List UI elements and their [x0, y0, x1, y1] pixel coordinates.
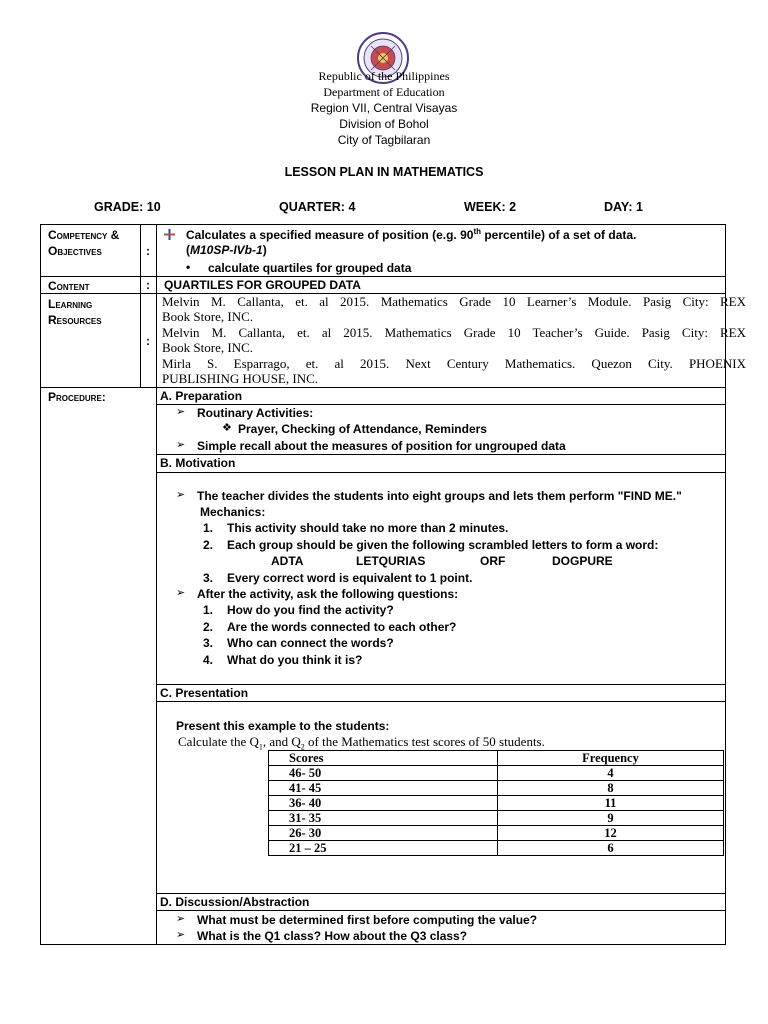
- learning-label: Learning: [48, 297, 93, 311]
- question-3: Who can connect the words?: [227, 636, 394, 650]
- department-line: Department of Education: [323, 85, 445, 99]
- week-label: WEEK: 2: [464, 200, 517, 214]
- list-number: 2.: [203, 538, 214, 552]
- frequency-header: Frequency: [498, 751, 724, 766]
- presentation-intro: Present this example to the students:: [176, 719, 390, 733]
- objective-bullet: •: [186, 260, 191, 274]
- score-cell: 21 – 25: [269, 841, 498, 856]
- frequency-cell: 8: [498, 781, 724, 796]
- frequency-cell: 6: [498, 841, 724, 856]
- pointer-bullet-icon: [163, 228, 176, 241]
- calculate-instruction: Calculate the $Q_1$, and $Q_2$ of the Mathematics test scores of 50 students.: [178, 734, 545, 752]
- presentation-heading: C. Presentation: [160, 686, 249, 700]
- reference-2-line1: Melvin M. Callanta, et. al 2015. Mathematics Grade 10 Teacher’s Guide. Pasig City: REX: [162, 325, 746, 340]
- arrow-bullet-icon: ➢: [176, 439, 186, 451]
- page-title: LESSON PLAN IN MATHEMATICS: [284, 165, 484, 179]
- question-1: How do you find the activity?: [227, 603, 394, 617]
- scrambled-word-2: LETQURIAS: [356, 554, 426, 568]
- list-number: 1.: [203, 521, 214, 535]
- objective-text: calculate quartiles for grouped data: [208, 261, 412, 275]
- arrow-bullet-icon: ➢: [176, 587, 186, 599]
- scrambled-word-1: ADTA: [271, 554, 304, 568]
- recall-text: Simple recall about the measures of position for ungrouped data: [197, 439, 566, 453]
- discussion-heading: D. Discussion/Abstraction: [160, 895, 310, 909]
- question-2: Are the words connected to each other?: [227, 620, 457, 634]
- routinary-text: Routinary Activities:: [197, 406, 314, 420]
- table-row: [269, 826, 724, 841]
- list-number: 3.: [203, 636, 214, 650]
- colon: :: [146, 334, 150, 348]
- scores-header: Scores: [269, 751, 498, 766]
- competency-text: Calculates a specified measure of position (e.g. 90th percentile) of a set of data.: [186, 227, 637, 242]
- table-row: [269, 796, 724, 811]
- diamond-bullet-icon: ❖: [222, 422, 232, 434]
- frequency-cell: 9: [498, 811, 724, 826]
- quarter-label: QUARTER: 4: [279, 200, 356, 214]
- mechanic-3: Every correct word is equivalent to 1 point.: [227, 571, 473, 585]
- competency-label: Competency &: [48, 228, 120, 242]
- frequency-cell: 11: [498, 796, 724, 811]
- competency-code: (M10SP-IVb-1): [186, 243, 267, 257]
- prayer-text: Prayer, Checking of Attendance, Reminders: [238, 422, 487, 436]
- motivation-intro: The teacher divides the students into eight groups and lets them perform "FIND ME.": [197, 489, 682, 503]
- reference-2-line2: Book Store, INC.: [162, 340, 253, 355]
- reference-1-line2: Book Store, INC.: [162, 309, 253, 324]
- content-text: QUARTILES FOR GROUPED DATA: [164, 278, 361, 292]
- question-4: What do you think it is?: [227, 653, 363, 667]
- colon: :: [146, 278, 150, 292]
- reference-1-line1: Melvin M. Callanta, et. al 2015. Mathematics Grade 10 Learner’s Module. Pasig City: REX: [162, 294, 746, 309]
- scrambled-word-4: DOGPURE: [552, 554, 613, 568]
- content-label: Content: [48, 279, 90, 293]
- mechanic-1: This activity should take no more than 2 minutes.: [227, 521, 509, 535]
- list-number: 1.: [203, 603, 214, 617]
- region-line: Region VII, Central Visayas: [310, 101, 458, 115]
- after-activity-text: After the activity, ask the following questions:: [197, 587, 459, 601]
- arrow-bullet-icon: ➢: [176, 913, 186, 925]
- arrow-bullet-icon: ➢: [176, 489, 186, 501]
- score-cell: 41- 45: [269, 781, 498, 796]
- motivation-heading: B. Motivation: [160, 456, 236, 470]
- scrambled-word-3: ORF: [480, 554, 506, 568]
- reference-3-line2: PUBLISHING HOUSE, INC.: [162, 371, 319, 386]
- reference-3-line1: Mirla S. Esparrago, et. al 2015. Next Century Mathematics. Quezon City. PHOENIX: [162, 356, 746, 371]
- preparation-heading: A. Preparation: [160, 389, 243, 403]
- mechanics-label: Mechanics:: [200, 505, 266, 519]
- score-cell: 46- 50: [269, 766, 498, 781]
- division-line: Division of Bohol: [339, 117, 429, 131]
- table-row: [269, 811, 724, 826]
- table-row: [269, 841, 724, 856]
- score-cell: 26- 30: [269, 826, 498, 841]
- procedure-label: Procedure:: [48, 390, 106, 404]
- score-cell: 31- 35: [269, 811, 498, 826]
- frequency-cell: 4: [498, 766, 724, 781]
- list-number: 4.: [203, 653, 214, 667]
- table-row: [269, 781, 724, 796]
- score-cell: 36- 40: [269, 796, 498, 811]
- arrow-bullet-icon: ➢: [176, 929, 186, 941]
- objectives-label: Objectives: [48, 244, 102, 258]
- colon: :: [146, 244, 150, 258]
- resources-label: Resources: [48, 313, 102, 327]
- table-row: [269, 766, 724, 781]
- frequency-cell: 12: [498, 826, 724, 841]
- day-label: DAY: 1: [604, 200, 643, 214]
- frequency-table: [268, 750, 724, 856]
- grade-label: GRADE: 10: [94, 200, 161, 214]
- discussion-question-2: What is the Q1 class? How about the Q3 class?: [197, 929, 468, 943]
- list-number: 3.: [203, 571, 214, 585]
- arrow-bullet-icon: ➢: [176, 406, 186, 418]
- republic-line: Republic of the Philippines: [318, 69, 450, 83]
- mechanic-2: Each group should be given the following scrambled letters to form a word:: [227, 538, 659, 552]
- table-header-row: [269, 751, 724, 766]
- discussion-question-1: What must be determined first before computing the value?: [197, 913, 538, 927]
- city-line: City of Tagbilaran: [337, 133, 431, 147]
- list-number: 2.: [203, 620, 214, 634]
